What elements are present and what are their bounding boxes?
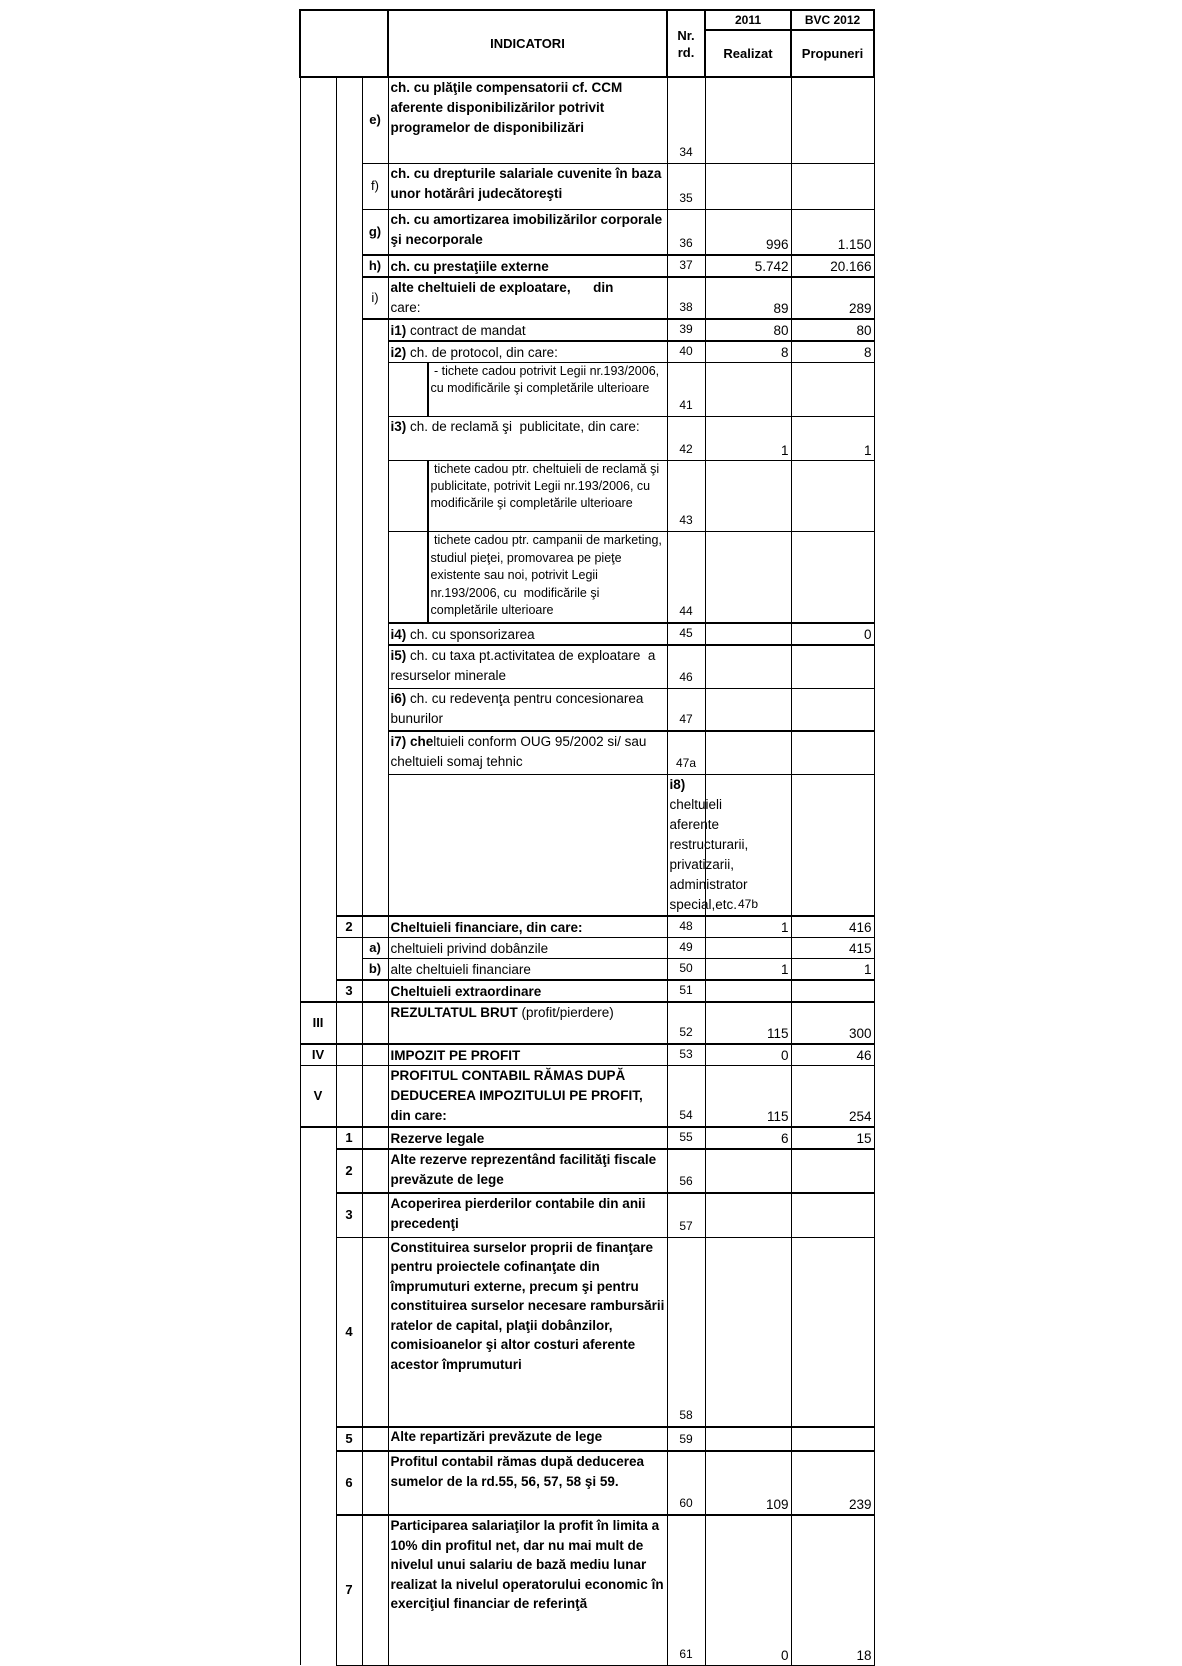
- propuneri-value: [791, 688, 874, 731]
- indicator-text: Alte rezerve reprezentând facilităţi fiscale prevăzute de lege: [388, 1149, 667, 1193]
- propuneri-value: [791, 731, 874, 774]
- realizat-value: 8: [705, 341, 791, 363]
- header-realizat: Realizat: [705, 30, 791, 77]
- row-number: 47b: [705, 774, 791, 916]
- realizat-value: [705, 623, 791, 645]
- table-row-49: [300, 937, 874, 958]
- row-number: 48: [667, 916, 705, 938]
- propuneri-value: 1.150: [791, 209, 874, 255]
- nested-spacer: [389, 461, 429, 531]
- realizat-value: 1: [705, 417, 791, 461]
- nr-rd-label: Nr. rd.: [677, 27, 695, 60]
- row-number: 40: [667, 341, 705, 363]
- indicator-text: Participarea salariaţilor la profit în limita a 10% din profitul net, dar nu mai mult de nivelul unui salariu de bază mediu lunar realizat la nivelul operatorului economic în exerciţiul financiar de referinţă: [388, 1515, 667, 1665]
- indicator-text: [388, 1002, 667, 1044]
- header-nr-rd: [667, 10, 705, 77]
- nested-text: tichete cadou ptr. cheltuieli de reclamă şi publicitate, potrivit Legii nr.193/2006, cu modificările şi completările ulterioare: [430, 462, 663, 510]
- nested-item: [389, 461, 667, 531]
- table-row-50: [300, 958, 874, 980]
- realizat-value: 115: [705, 1065, 791, 1127]
- table-row-58: [300, 1237, 874, 1427]
- indicator-text: [388, 319, 667, 341]
- section-number: 4: [336, 1237, 362, 1427]
- section-number: [336, 1065, 362, 1127]
- row-label: g): [362, 209, 388, 255]
- realizat-value: [705, 688, 791, 731]
- propuneri-value: 289: [791, 277, 874, 319]
- propuneri-value: 415: [791, 937, 874, 958]
- indicator-text: ch. cu drepturile salariale cuvenite în baza unor hotărâri judecătoreşti: [388, 163, 667, 209]
- realizat-value: [705, 163, 791, 209]
- indicator-text: [388, 277, 667, 319]
- realizat-value: 1: [705, 958, 791, 980]
- table-row-51: [300, 980, 874, 1002]
- sub-label-cell: [362, 916, 388, 938]
- header-indicatori: INDICATORI: [388, 10, 667, 77]
- subsection-cell: [336, 77, 362, 916]
- item-text: ch. de reclamă şi publicitate, din care:: [406, 419, 640, 434]
- sub-label-cell: [362, 1237, 388, 1427]
- propuneri-value: 300: [791, 1002, 874, 1044]
- realizat-value: [705, 731, 791, 774]
- item-label: i4): [390, 627, 407, 642]
- table-row-35: [300, 163, 874, 209]
- propuneri-value: [791, 645, 874, 688]
- row-number: 46: [667, 645, 705, 688]
- item-text: ch. cu taxa pt.activitatea de exploatare a resurselor minerale: [390, 648, 660, 683]
- sub-label-cell: [362, 319, 388, 916]
- propuneri-value: [791, 461, 874, 532]
- realizat-value: 109: [705, 1451, 791, 1515]
- indicator-text-bold: alte cheltuieli de exploatare, din: [390, 280, 614, 295]
- header-year-2011: 2011: [705, 10, 791, 30]
- row-label: f): [362, 163, 388, 209]
- propuneri-value: 15: [791, 1127, 874, 1149]
- realizat-value: 89: [705, 277, 791, 319]
- realizat-value: [705, 77, 791, 163]
- propuneri-value: 18: [791, 1515, 874, 1665]
- section-cell: [300, 1127, 336, 1665]
- table-row-56: [300, 1149, 874, 1193]
- realizat-value: 6: [705, 1127, 791, 1149]
- row-number: 39: [667, 319, 705, 341]
- section-number: 7: [336, 1515, 362, 1665]
- budget-table-sheet: [299, 9, 873, 1666]
- section-cell: [300, 77, 336, 1002]
- row-number: 53: [667, 1044, 705, 1066]
- propuneri-value: [791, 363, 874, 417]
- row-number: 34: [667, 77, 705, 163]
- item-text: ch. de protocol, din care:: [406, 345, 558, 360]
- row-number: 50: [667, 958, 705, 980]
- realizat-value: [705, 1427, 791, 1451]
- item-label: i5): [390, 648, 407, 663]
- sub-label-cell: [388, 774, 667, 916]
- row-number: 54: [667, 1065, 705, 1127]
- section-number: [336, 1044, 362, 1066]
- indicator-text: [388, 341, 667, 363]
- row-number: 58: [667, 1237, 705, 1427]
- sub-label-cell: [362, 1451, 388, 1515]
- table-row-59: [300, 1427, 874, 1451]
- propuneri-value: 8: [791, 341, 874, 363]
- indicator-text: [388, 623, 667, 645]
- item-label: i3): [390, 419, 407, 434]
- item-label: i8): [669, 776, 686, 792]
- realizat-value: 115: [705, 1002, 791, 1044]
- row-number: 44: [667, 532, 705, 624]
- realizat-value: [705, 532, 791, 624]
- row-number: 43: [667, 461, 705, 532]
- realizat-value: [705, 937, 791, 958]
- sub-label-cell: [362, 1127, 388, 1149]
- realizat-value: 0: [705, 1515, 791, 1665]
- table-row-57: [300, 1193, 874, 1237]
- propuneri-value: 1: [791, 417, 874, 461]
- propuneri-value: 80: [791, 319, 874, 341]
- row-number: 56: [667, 1149, 705, 1193]
- table-row-53: [300, 1044, 874, 1066]
- row-number: 42: [667, 417, 705, 461]
- section-number: [336, 937, 362, 980]
- section-number: 2: [336, 1149, 362, 1193]
- propuneri-value: [791, 1193, 874, 1237]
- section-number: 1: [336, 1127, 362, 1149]
- table-row-60: [300, 1451, 874, 1515]
- row-number: 52: [667, 1002, 705, 1044]
- realizat-value: 0: [705, 1044, 791, 1066]
- indicator-text-rest: care:: [390, 300, 421, 315]
- realizat-value: [791, 774, 874, 916]
- indicator-text: alte cheltuieli financiare: [388, 958, 667, 980]
- propuneri-value: [791, 1237, 874, 1427]
- indicator-text: [388, 417, 667, 461]
- row-number: 55: [667, 1127, 705, 1149]
- realizat-value: 996: [705, 209, 791, 255]
- item-label: i6): [390, 690, 407, 706]
- sub-label-cell: [362, 980, 388, 1002]
- nested-spacer: [389, 532, 429, 622]
- row-number: 36: [667, 209, 705, 255]
- propuneri-value: [791, 980, 874, 1002]
- section-roman: V: [300, 1065, 336, 1127]
- item-text: contract de mandat: [406, 323, 526, 338]
- sub-label-cell: [362, 1044, 388, 1066]
- realizat-value: 1: [705, 916, 791, 938]
- item-label: i1): [390, 323, 407, 338]
- item-label: i2): [390, 345, 407, 360]
- item-text: cheltuieli aferente restructurarii, privatizarii, administrator special,etc.: [669, 776, 753, 912]
- nested-item: [389, 363, 667, 416]
- realizat-value: [705, 1193, 791, 1237]
- indicator-text: [388, 731, 667, 774]
- sub-label-cell: [362, 1193, 388, 1237]
- section-roman: IV: [300, 1044, 336, 1066]
- row-number: 51: [667, 980, 705, 1002]
- nested-text: tichete cadou ptr. campanii de marketing, studiul pieţei, promovarea pe pieţe existente sau noi, potrivit Legii nr.193/2006, cu modificările şi completările ulterioare: [430, 533, 666, 617]
- indicator-text: Acoperirea pierderilor contabile din anii precedenţi: [388, 1193, 667, 1237]
- section-number: 6: [336, 1451, 362, 1515]
- realizat-value: [705, 1237, 791, 1427]
- realizat-value: [705, 1149, 791, 1193]
- realizat-value: 80: [705, 319, 791, 341]
- row-label: h): [362, 255, 388, 277]
- sub-label-cell: [362, 1427, 388, 1451]
- section-number: 3: [336, 1193, 362, 1237]
- indicator-text: IMPOZIT PE PROFIT: [388, 1044, 667, 1066]
- indicator-text: ch. cu plăţile compensatorii cf. CCM aferente disponibilizărilor potrivit programelor de disponibilizări: [388, 77, 667, 163]
- indicator-text-rest: (profit/pierdere): [517, 1004, 614, 1020]
- indicator-text: [388, 461, 667, 532]
- section-number: 3: [336, 980, 362, 1002]
- propuneri-value: 20.166: [791, 255, 874, 277]
- nested-item: [389, 532, 667, 622]
- indicator-text: cheltuieli privind dobânzile: [388, 937, 667, 958]
- propuneri-value: [791, 163, 874, 209]
- realizat-value: [705, 980, 791, 1002]
- section-number: 5: [336, 1427, 362, 1451]
- indicator-text: [388, 688, 667, 731]
- table-row-37: [300, 255, 874, 277]
- propuneri-value: [791, 77, 874, 163]
- row-number: 41: [667, 363, 705, 417]
- row-number: 37: [667, 255, 705, 277]
- row-number: 60: [667, 1451, 705, 1515]
- header-row-years: [300, 10, 874, 30]
- indicator-text: Profitul contabil rămas după deducerea sumelor de la rd.55, 56, 57, 58 şi 59.: [388, 1451, 667, 1515]
- header-blank: [300, 10, 388, 77]
- table-row-36: [300, 209, 874, 255]
- table-row-48: [300, 916, 874, 938]
- table-row-52: [300, 1002, 874, 1044]
- indicator-text: Rezerve legale: [388, 1127, 667, 1149]
- row-label: b): [362, 958, 388, 980]
- sub-label-cell: [362, 1002, 388, 1044]
- sub-label-cell: [362, 1515, 388, 1665]
- table-row-34: [300, 77, 874, 163]
- indicator-text: PROFITUL CONTABIL RĂMAS DUPĂ DEDUCEREA IMPOZITULUI PE PROFIT, din care:: [388, 1065, 667, 1127]
- row-number: 59: [667, 1427, 705, 1451]
- table-row-38: [300, 277, 874, 319]
- propuneri-value: 0: [791, 623, 874, 645]
- indicator-text: Constituirea surselor proprii de finanţare pentru proiectele cofinanţate din împrumuturi externe, precum şi pentru constituirea surselor necesare rambursării ratelor de capital, plaţii dobânzilor, comisioanelor şi altor costuri aferente acestor împrumuturi: [388, 1237, 667, 1427]
- indicator-text: [388, 363, 667, 417]
- section-number: 2: [336, 916, 362, 938]
- propuneri-value: 46: [791, 1044, 874, 1066]
- row-number: 45: [667, 623, 705, 645]
- sub-label-cell: [362, 1149, 388, 1193]
- propuneri-value: [791, 532, 874, 624]
- indicator-text: Cheltuieli financiare, din care:: [388, 916, 667, 938]
- propuneri-value: 416: [791, 916, 874, 938]
- indicator-text: [388, 645, 667, 688]
- table-row-54: [300, 1065, 874, 1127]
- item-text: ch. cu sponsorizarea: [406, 627, 535, 642]
- indicator-text: ch. cu amortizarea imobilizărilor corporale şi necorporale: [388, 209, 667, 255]
- item-text: ch. cu redevenţa pentru concesionarea bunurilor: [390, 690, 651, 726]
- table-row-39: [300, 319, 874, 341]
- indicator-text: Alte repartizări prevăzute de lege: [388, 1427, 667, 1451]
- nested-text: - tichete cadou potrivit Legii nr.193/2006, cu modificările şi completările ulterioare: [430, 364, 663, 395]
- propuneri-value: [791, 1427, 874, 1451]
- table-row-55: [300, 1127, 874, 1149]
- propuneri-value: [791, 1149, 874, 1193]
- row-number: 35: [667, 163, 705, 209]
- realizat-value: [705, 461, 791, 532]
- indicator-text-bold: REZULTATUL BRUT: [390, 1004, 518, 1020]
- row-label: a): [362, 937, 388, 958]
- item-text: ltuieli conform OUG 95/2002 si/ sau cheltuieli somaj tehnic: [390, 734, 647, 769]
- realizat-value: [705, 363, 791, 417]
- row-label: e): [362, 77, 388, 163]
- row-number: 61: [667, 1515, 705, 1665]
- row-label: i): [362, 277, 388, 319]
- indicators-table: [299, 9, 875, 1666]
- row-number: 47: [667, 688, 705, 731]
- nested-spacer: [389, 363, 429, 416]
- indicator-text: ch. cu prestaţiile externe: [388, 255, 667, 277]
- row-number: 47a: [667, 731, 705, 774]
- row-number: 38: [667, 277, 705, 319]
- item-label: i7) che: [390, 734, 434, 749]
- indicator-text: [388, 532, 667, 624]
- propuneri-value: 239: [791, 1451, 874, 1515]
- indicator-text: Cheltuieli extraordinare: [388, 980, 667, 1002]
- header-bvc-2012: BVC 2012: [791, 10, 874, 30]
- row-number: 57: [667, 1193, 705, 1237]
- propuneri-value: 254: [791, 1065, 874, 1127]
- realizat-value: 5.742: [705, 255, 791, 277]
- table-row-61: [300, 1515, 874, 1665]
- realizat-value: [705, 645, 791, 688]
- sub-label-cell: [362, 1065, 388, 1127]
- propuneri-value: 1: [791, 958, 874, 980]
- header-propuneri: Propuneri: [791, 30, 874, 77]
- section-roman: III: [300, 1002, 336, 1044]
- section-number: [336, 1002, 362, 1044]
- row-number: 49: [667, 937, 705, 958]
